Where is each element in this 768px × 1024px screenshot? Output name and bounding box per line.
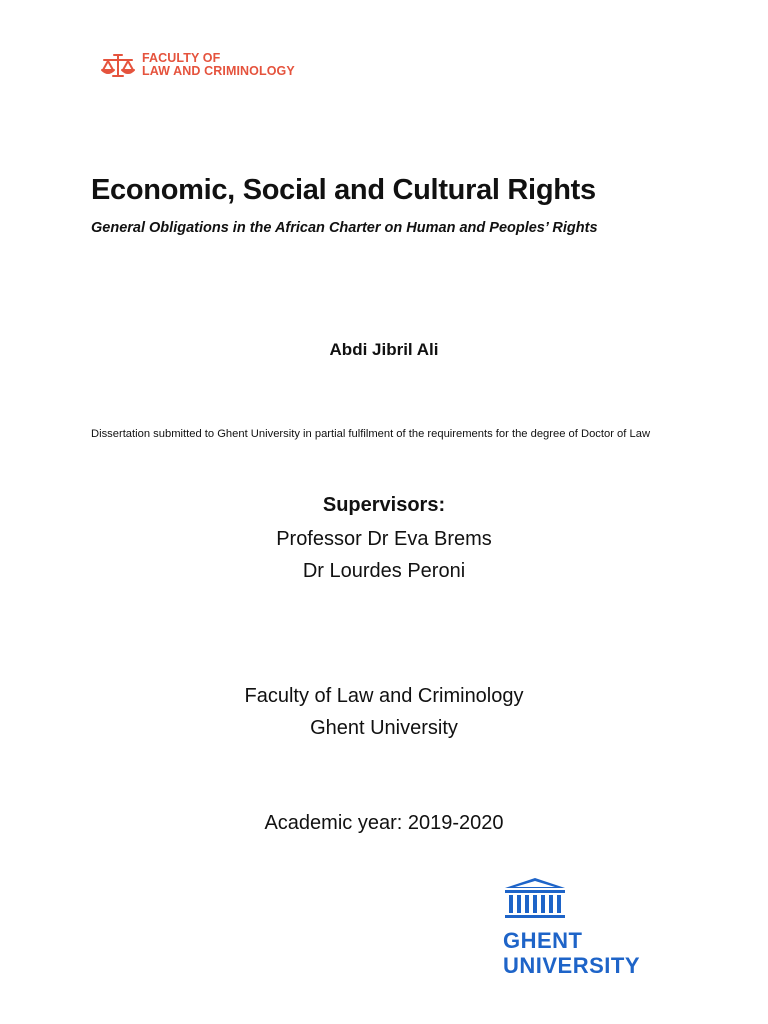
supervisors-heading: Supervisors: bbox=[322, 494, 446, 516]
ghent-logo-line2: UNIVERSITY bbox=[503, 953, 641, 978]
university-name: Ghent University bbox=[310, 717, 458, 739]
university-building-icon bbox=[503, 876, 567, 922]
faculty-logo-line1: FACULTY OF bbox=[142, 51, 221, 65]
supervisor-name: Dr Lourdes Peroni bbox=[302, 560, 466, 582]
ghent-logo-line1: GHENT bbox=[503, 928, 583, 953]
faculty-logo-line2: LAW AND CRIMINOLOGY bbox=[142, 64, 295, 78]
scales-of-justice-icon bbox=[100, 52, 136, 78]
academic-year: Academic year: 2019-2020 bbox=[264, 812, 504, 834]
dissertation-note: Dissertation submitted to Ghent University in partial fulfilment of the requirements for the degree of Doctor of Law bbox=[91, 428, 651, 440]
author-name: Abdi Jibril Ali bbox=[329, 340, 439, 359]
ghent-logo-text bbox=[503, 928, 640, 978]
faculty-logo-text bbox=[142, 52, 295, 78]
faculty-logo bbox=[100, 52, 295, 78]
document-subtitle: General Obligations in the African Charter on Human and Peoples’ Rights bbox=[91, 220, 598, 236]
supervisor-name: Professor Dr Eva Brems bbox=[276, 528, 492, 550]
ghent-university-logo bbox=[503, 876, 640, 978]
document-title: Economic, Social and Cultural Rights bbox=[91, 174, 596, 206]
faculty-name: Faculty of Law and Criminology bbox=[244, 685, 524, 707]
